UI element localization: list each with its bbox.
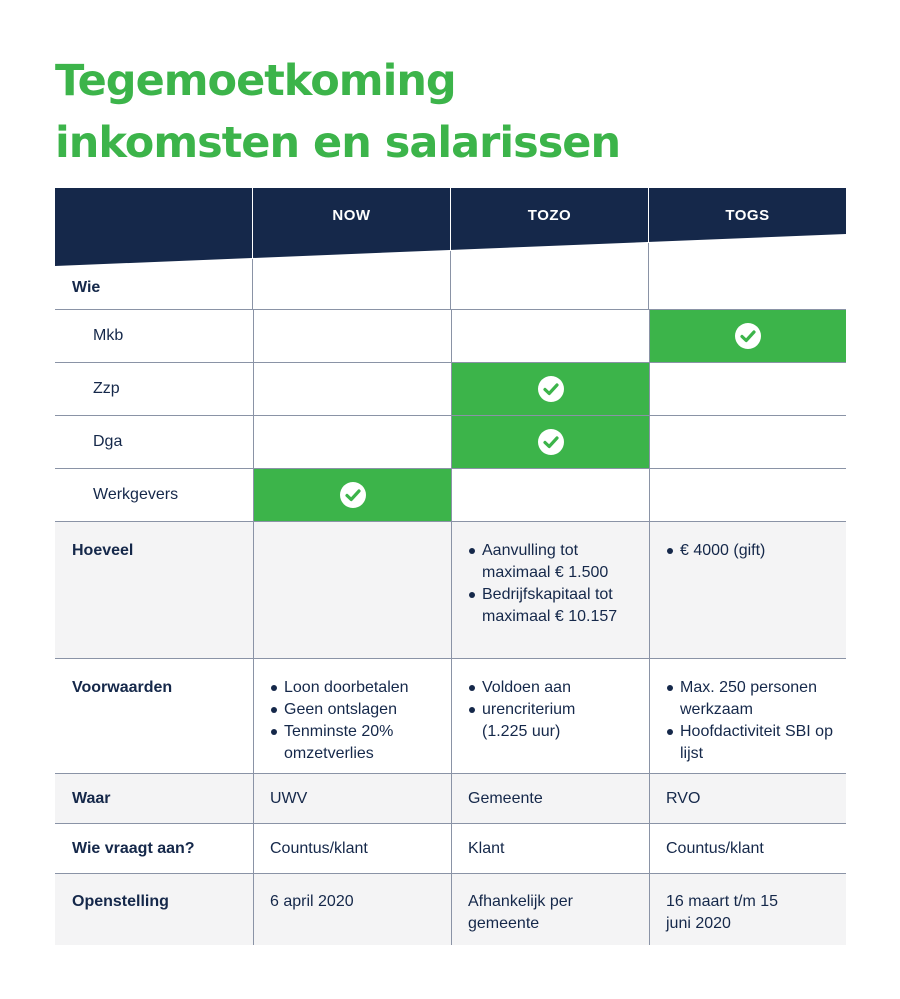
cell-openstelling-togs: 16 maart t/m 15 juni 2020 (649, 874, 846, 945)
row-wie-vraagt-aan (55, 824, 846, 874)
cell-hoeveel-togs (649, 522, 846, 658)
row-label-wie: Wie (72, 278, 101, 296)
column-header-togs: TOGS (725, 207, 770, 224)
cell-werkgevers-now (253, 469, 451, 521)
row-wie (55, 258, 846, 310)
column-header-now: NOW (332, 207, 371, 224)
cell-hoeveel-now (253, 522, 451, 658)
row-label-dga: Dga (93, 433, 123, 450)
row-hoeveel (55, 522, 846, 659)
cell-openstelling-tozo: Afhankelijk per gemeente (451, 874, 649, 945)
row-openstelling (55, 874, 846, 945)
row-label-waar: Waar (72, 789, 111, 807)
row-dga (55, 416, 846, 469)
cell-werkgevers-togs (649, 469, 846, 521)
cell-mkb-togs (649, 310, 846, 362)
list-item: urencriterium (1.225 uur) (468, 699, 613, 743)
cell-waar-now: UWV (253, 774, 451, 823)
row-label-hoeveel: Hoeveel (72, 542, 134, 559)
row-werkgevers (55, 469, 846, 522)
list-item: Tenminste 20% omzetverlies (270, 721, 430, 765)
list-item: Max. 250 personen werkzaam (666, 677, 836, 721)
cell-wie-vraagt-now: Countus/klant (253, 824, 451, 873)
cell-werkgevers-tozo (451, 469, 649, 521)
check-circle-icon (537, 428, 565, 456)
row-voorwaarden (55, 659, 846, 774)
cell-zzp-tozo (451, 363, 649, 415)
list-item: Loon doorbetalen (270, 677, 430, 699)
cell-wie-vraagt-tozo: Klant (451, 824, 649, 873)
cell-dga-now (253, 416, 451, 468)
cell-voorwaarden-now (253, 659, 451, 773)
list-item: € 4000 (gift) (666, 540, 846, 562)
check-circle-icon (339, 481, 367, 509)
list-item: Aanvulling tot maximaal € 1.500 (468, 540, 618, 584)
row-waar (55, 774, 846, 824)
row-label-openstelling: Openstelling (72, 893, 169, 910)
cell-openstelling-now: 6 april 2020 (253, 874, 451, 945)
row-label-werkgevers: Werkgevers (93, 486, 179, 503)
list-item: Bedrijfskapitaal tot maximaal € 10.157 (468, 584, 618, 628)
row-label-voorwaarden: Voorwaarden (72, 679, 173, 696)
cell-waar-tozo: Gemeente (451, 774, 649, 823)
cell-dga-togs (649, 416, 846, 468)
title-line-1: Tegemoetkoming (55, 56, 456, 106)
cell-voorwaarden-tozo (451, 659, 649, 773)
cell-zzp-togs (649, 363, 846, 415)
cell-voorwaarden-togs (649, 659, 846, 773)
row-label-wie-vraagt-aan: Wie vraagt aan? (72, 839, 195, 857)
cell-wie-vraagt-togs: Countus/klant (649, 824, 846, 873)
list-item: Hoofdactiviteit SBI op lijst (666, 721, 836, 765)
row-label-zzp: Zzp (93, 380, 120, 397)
cell-zzp-now (253, 363, 451, 415)
row-mkb (55, 310, 846, 363)
cell-dga-tozo (451, 416, 649, 468)
list-item: Geen ontslagen (270, 699, 430, 721)
check-circle-icon (537, 375, 565, 403)
cell-waar-togs: RVO (649, 774, 846, 823)
cell-hoeveel-tozo (451, 522, 649, 658)
cell-mkb-now (253, 310, 451, 362)
column-header-tozo: TOZO (527, 207, 572, 224)
title-line-2: inkomsten en salarissen (55, 118, 621, 168)
cell-mkb-tozo (451, 310, 649, 362)
page-title (55, 50, 620, 174)
row-zzp (55, 363, 846, 416)
row-label-mkb: Mkb (93, 327, 124, 344)
check-circle-icon (734, 322, 762, 350)
list-item: Voldoen aan (468, 677, 613, 699)
